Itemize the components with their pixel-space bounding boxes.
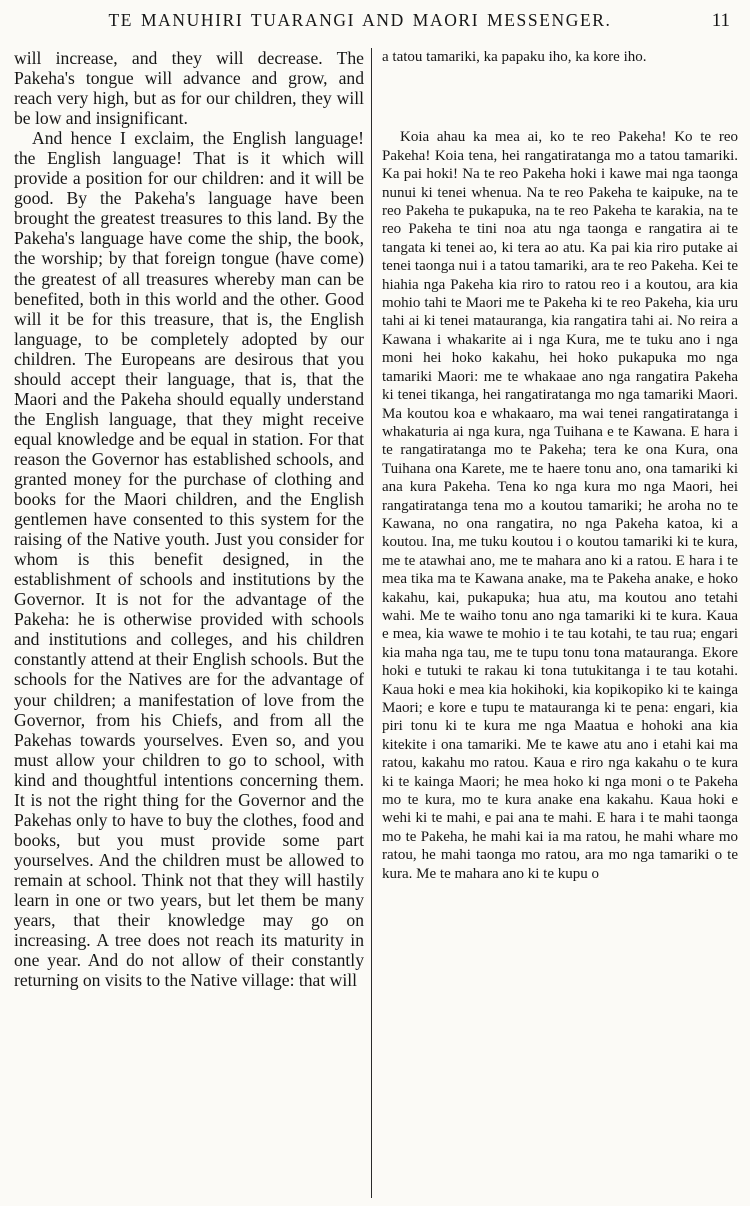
english-column bbox=[14, 48, 364, 990]
page-number: 11 bbox=[711, 10, 730, 31]
column-divider bbox=[371, 48, 372, 1198]
maori-paragraph-2: Koia ahau ka mea ai, ko te reo Pakeha! Ko te reo Pakeha! Koia tena, hei rangatiratanga mo a tatou tamariki. Ka pai hoki! Na te reo Pakeha hoki i kawe mai nga taonga nunui ki tenei whenua. Na te reo Pakeha te kaipuke, na te reo Pakeha te pukapuka, na te reo Pakeha te karakia, na te reo Pakeha te tini noa atu nga taonga e rangatira ai te tangata ki tenei ao, ki tera ao atu. Ka pai kia riro putake ai tenei taonga nui i a tatou tamariki, ara te reo Pakeha. Kei te hiahia nga Pakeha kia riro to ratou reo i a koutou, ara kia mohio tahi te Maori me te Pakeha ki te reo Pakeha, kia uru tahi ai ki tenei matauranga, kia rangatira tahi ai. No reira a Kawana i whakarite ai i nga Kura, me te tuku ano i nga moni hei hoko kakahu, hei hoko pukapuka mo nga tamariki Maori: me te whakaae ano nga rangatira Pakeha ki tenei tikanga, hei rangatiratanga mo nga tamariki Maori. Ma koutou koa e whakaaro, ma wai tenei rangatiratanga i whakaturia ai nga kura, nga Tuihana e te Kawana. E hara i te rangatiratanga mo te Pakeha; tera ke ona Kura, ona Tuihana ona Karete, me te haere tonu ano, ona tamariki ki ana kura Pakeha. Tena ko nga kura mo nga Maori, hei rangatiratanga tena mo a koutou tamariki; he aroha no te Kawana, no ona rangatira, no nga Pakeha katoa, ki a koutou. Ina, me tuku koutou i o koutou tamariki ki te kura, me te atawhai ano, me te mahara ano ki a ratou. E hara i te mea tika ma te Kawana anake, ma te Pakeha anake, e hoko kakahu, kai, pukapuka; hua atu, ma koutou ano tetahi wahi. Me te waiho tonu ano nga tamariki ki te kura. Kaua e mea, kia wawe te mohio i te tau kotahi, te tau rua; engari kia maha nga tau, me te tupu tonu tona matauranga. Ekore hoki e tutuki te rakau ki tona tutukitanga i te tau kotahi. Kaua hoki e mea kia hokihoki, kia kopikopiko ki te kainga Maori; e kore e tupu te matauranga ki te pena: engari, kia piri tonu ki te kura me nga Maatua e hohoki ana kia kitekite i ona tamariki. Me te kawe atu ano i etahi kai ma ratou, kakahu mo ratou. Kaua e riro nga kakahu o te kura ki te kainga Maori; he mea hoko ki nga moni o te Pakeha mo te kura, mo te kura anake ena kakahu. Kaua hoki e wehi ki te mahi, e pai ana te mahi. E hara i te mahi taonga mo te Pakeha, he mahi kai ia ma ratou, he mahi whare mo ratou, he mahi taonga mo ratou, ara mo nga tamariki o te kura. Me te mahara ano ki te kupu o bbox=[382, 129, 738, 882]
maori-column bbox=[382, 48, 738, 883]
english-paragraph-1: will increase, and they will decrease. The Pakeha's tongue will advance and grow, and reach very high, but as for our children, they will be low and insignificant. bbox=[14, 48, 364, 129]
page-header bbox=[0, 4, 750, 44]
running-title: TE MANUHIRI TUARANGI AND MAORI MESSENGER. bbox=[108, 10, 612, 30]
english-paragraph-2: And hence I exclaim, the English language! the English language! That is it which will provide a position for our children: and it will be good. By the Pakeha's language have been brought the greatest treasures to this land. By the Pakeha's language have come the ship, the book, the worship; by that foreign tongue (have come) the greatest of all treasures whereby man can be benefited, both in this world and the other. Good will it be for this treasure, that is, the English language, to be completely adopted by our children. The Europeans are desirous that you should accept their language, that is, that the Maori and the Pakeha should equally understand the English language, that they might receive equal knowledge and be equal in station. For that reason the Governor has established schools, and granted money for the purchase of clothing and books for the Maori children, and the English gentlemen have consented to this system for the raising of the Native youth. Just you consider for whom is this benefit designed, in the establishment of schools and institutions by the Governor. It is not for the advantage of the Pakeha: he is otherwise provided with schools and institutions and colleges, and his children constantly attend at their English schools. But the schools for the Natives are for the advantage of your children; a manifestation of love from the Governor, from his Chiefs, and from all the Pakehas towards yourselves. Even so, and you must allow your children to go to school, with kind and thoughtful intentions concerning them. It is not the right thing for the Governor and the Pakehas only to have to buy the clothes, food and books, but you must provide some part yourselves. And the children must be allowed to remain at school. Think not that they will hastily learn in one or two years, but let them be many years, that their knowledge may go on increasing. A tree does not reach its maturity in one year. And do not allow of their constantly returning on visits to the Native village: that will bbox=[14, 128, 364, 991]
maori-paragraph-1: a tatou tamariki, ka papaku iho, ka kore iho. bbox=[382, 49, 647, 65]
